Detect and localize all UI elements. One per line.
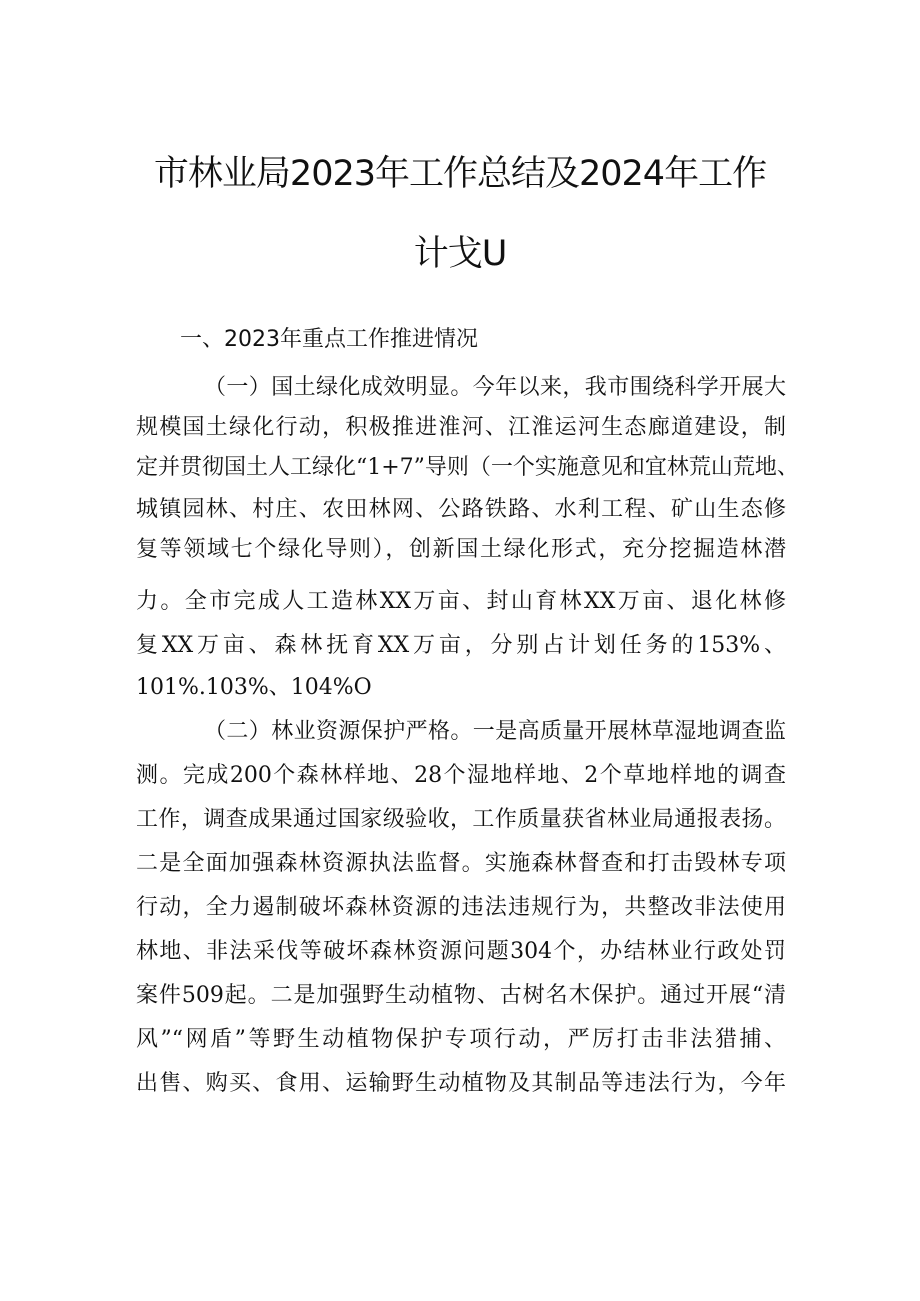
paragraph-line: （一）国土绿化成效明显。今年以来，我市围绕科学开展大	[204, 375, 786, 400]
section-heading: 一、2023年重点工作推进情况	[180, 327, 478, 352]
paragraph-line: 力。全市完成人工造林XX万亩、封山育林XX万亩、退化林修	[136, 589, 786, 614]
document-title-line-2: 计戈U	[413, 234, 507, 274]
paragraph-line: 林地、非法采伐等破坏森林资源问题304个，办结林业行政处罚	[136, 939, 786, 964]
paragraph-line: 二是全面加强森林资源执法监督。实施森林督查和打击毁林专项	[136, 851, 786, 876]
paragraph-line: 101%.103%、104%O	[136, 675, 372, 700]
paragraph-line: 案件509起。二是加强野生动植物、古树名木保护。通过开展“清	[136, 983, 786, 1008]
paragraph-line: 城镇园林、村庄、农田林网、公路铁路、水利工程、矿山生态修	[136, 497, 786, 522]
paragraph-line: 工作，调查成果通过国家级验收，工作质量获省林业局通报表扬。	[136, 807, 786, 832]
paragraph-line: 风”“网盾”等野生动植物保护专项行动，严厉打击非法猎捕、	[136, 1027, 786, 1052]
document-title-line-1: 市林业局2023年工作总结及2024年工作	[153, 154, 767, 194]
paragraph-line: 复等领域七个绿化导则），创新国土绿化形式，充分挖掘造林潜	[136, 537, 786, 562]
paragraph-line: 规模国土绿化行动，积极推进淮河、江淮运河生态廊道建设，制	[136, 415, 786, 440]
paragraph-line: 复XX万亩、森林抚育XX万亩，分别占计划任务的153%、	[136, 633, 786, 658]
paragraph-line: 出售、购买、食用、运输野生动植物及其制品等违法行为，今年	[136, 1071, 786, 1096]
paragraph-line: 行动，全力遏制破坏森林资源的违法违规行为，共整改非法使用	[136, 895, 786, 920]
paragraph-line: 定并贯彻国土人工绿化“1+7”导则（一个实施意见和宜林荒山荒地、	[136, 455, 799, 480]
paragraph-line: （二）林业资源保护严格。一是高质量开展林草湿地调查监	[204, 719, 786, 744]
paragraph-line: 测。完成200个森林样地、28个湿地样地、2个草地样地的调查	[136, 763, 786, 788]
